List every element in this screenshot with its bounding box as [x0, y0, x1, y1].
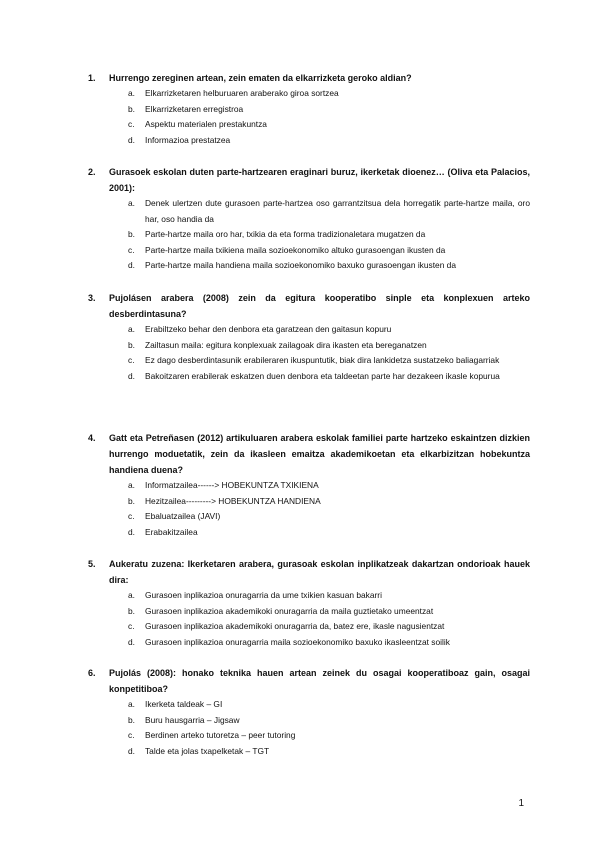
question-header: [88, 70, 530, 86]
option-letter: d.: [128, 370, 135, 381]
option-letter: d.: [128, 745, 135, 756]
option-letter: a.: [128, 480, 135, 490]
option-letter: d.: [128, 526, 135, 537]
question-2: [88, 164, 530, 274]
question-6: [88, 665, 530, 759]
option-letter: a.: [128, 88, 135, 98]
answer-options: [88, 588, 530, 650]
option-text: Informatzailea------> HOBEKUNTZA TXIKIENA: [145, 480, 319, 490]
question-1: [88, 70, 530, 148]
answer-option-a: [128, 86, 530, 102]
answer-option-b: [128, 102, 530, 118]
option-letter: c.: [128, 730, 135, 740]
question-5: [88, 556, 530, 650]
question-text: Hurrengo zereginen artean, zein ematen da elkarrizketa geroko aldian?: [109, 73, 412, 83]
answer-option-a: [128, 697, 530, 713]
option-text: Ez dago desberdintasunik erabileraren ikuspuntutik, biak dira lankidetza sustatzeko baliagarriak: [145, 355, 500, 365]
option-letter: c.: [128, 511, 135, 521]
answer-option-a: [128, 196, 530, 227]
answer-option-c: [128, 117, 530, 133]
question-text: Gatt eta Petreñasen (2012) artikuluaren arabera eskolak familiei parte hartzeko eskaintzen dizkien hurrengo moduetatik, zein da ikasleen emaitza akademikoetan eta elkarbizitzan hobekuntza handiena duena?: [109, 433, 530, 475]
option-text: Aspektu materialen prestakuntza: [145, 119, 267, 129]
option-letter: a.: [128, 590, 135, 600]
question-number: 3.: [88, 293, 96, 303]
option-text: Ikerketa taldeak – GI: [145, 699, 223, 709]
answer-option-c: [128, 728, 530, 744]
page-number: 1: [518, 798, 524, 809]
answer-options: [88, 697, 530, 759]
answer-option-d: [128, 133, 530, 149]
option-letter: a.: [128, 699, 135, 709]
option-text: Parte-hartze maila oro har, txikia da eta forma tradizionaletara mugatzen da: [145, 229, 426, 239]
question-number: 6.: [88, 668, 96, 678]
question-header: [88, 164, 530, 196]
answer-options: [88, 196, 530, 274]
option-letter: c.: [128, 355, 135, 365]
answer-option-d: [128, 525, 530, 541]
option-letter: c.: [128, 244, 135, 255]
option-text: Berdinen arteko tutoretza – peer tutoring: [145, 730, 296, 740]
option-text: Gurasoen inplikazioa onuragarria da ume txikien kasuan bakarri: [145, 590, 382, 600]
answer-option-b: [128, 713, 530, 729]
answer-option-c: [128, 353, 530, 369]
question-header: [88, 556, 530, 588]
option-text: Informazioa prestatzea: [145, 134, 231, 145]
question-text: Pujolás (2008): honako teknika hauen artean zeinek du osagai kooperatiboaz gain, osagai konpetitiboa?: [109, 668, 530, 694]
question-text: Aukeratu zuzena: Ikerketaren arabera, gurasoak eskolan inplikatzeak dakartzan ondorioak hauek dira:: [109, 559, 530, 585]
option-letter: b.: [128, 339, 135, 350]
option-text: Erabiltzeko behar den denbora eta garatzean den gaitasun kopuru: [145, 324, 392, 334]
option-text: Elkarrizketaren helburuaren araberako giroa sortzea: [145, 88, 339, 98]
answer-option-c: [128, 243, 530, 259]
question-text: Gurasoek eskolan duten parte-hartzearen eraginari buruz, ikerketak dioenez… (Oliva eta Palacios, 2001):: [109, 167, 530, 193]
question-header: [88, 665, 530, 697]
option-letter: b.: [128, 495, 135, 506]
option-text: Hezitzailea---------> HOBEKUNTZA HANDIENA: [145, 495, 321, 506]
question-number: 2.: [88, 167, 96, 177]
question-number: 4.: [88, 433, 96, 443]
answer-option-d: [128, 369, 530, 385]
answer-option-a: [128, 478, 530, 494]
option-letter: b.: [128, 229, 135, 239]
answer-option-c: [128, 509, 530, 525]
option-letter: d.: [128, 260, 135, 270]
answer-options: [88, 322, 530, 384]
option-text: Gurasoen inplikazioa akademikoki onuragarria da, batez ere, ikasle nagusientzat: [145, 621, 445, 631]
option-text: Parte-hartze maila txikiena maila sozioekonomiko altuko gurasoengan ikusten da: [145, 244, 446, 255]
answer-option-c: [128, 619, 530, 635]
option-letter: a.: [128, 198, 135, 208]
option-text: Parte-hartze maila handiena maila sozioekonomiko baxuko gurasoengan ikusten da: [145, 260, 456, 270]
option-text: Buru hausgarria – Jigsaw: [145, 714, 240, 725]
answer-option-d: [128, 635, 530, 651]
option-letter: c.: [128, 621, 135, 631]
option-text: Ebaluatzailea (JAVI): [145, 511, 221, 521]
option-text: Bakoitzaren erabilerak eskatzen duen denbora eta taldeetan parte har dezakeen ikasle kopurua: [145, 370, 500, 381]
option-letter: c.: [128, 119, 135, 129]
option-letter: b.: [128, 714, 135, 725]
answer-option-b: [128, 494, 530, 510]
question-text: Pujolásen arabera (2008) zein da egitura kooperatibo sinple eta konplexuen arteko desberdintasuna?: [109, 293, 530, 319]
answer-option-a: [128, 322, 530, 338]
option-letter: d.: [128, 636, 135, 647]
question-number: 5.: [88, 559, 96, 569]
question-number: 1.: [88, 73, 96, 83]
answer-option-d: [128, 744, 530, 760]
option-letter: b.: [128, 605, 135, 616]
question-header: [88, 430, 530, 478]
answer-option-b: [128, 604, 530, 620]
option-text: Gurasoen inplikazioa akademikoki onuragarria da maila guztietako umeentzat: [145, 605, 434, 616]
answer-options: [88, 478, 530, 540]
option-letter: b.: [128, 103, 135, 114]
option-text: Erabakitzailea: [145, 526, 198, 537]
option-text: Zailtasun maila: egitura konplexuak zailagoak dira ikasten eta bereganatzen: [145, 339, 427, 350]
answer-option-d: [128, 258, 530, 274]
question-4: [88, 430, 530, 540]
option-text: Elkarrizketaren erregistroa: [145, 103, 244, 114]
answer-option-b: [128, 227, 530, 243]
question-3: [88, 290, 530, 384]
option-text: Denek ulertzen dute gurasoen parte-hartzea oso garrantzitsua dela horregatik parte-hartze maila, oro har, oso handia da: [145, 198, 530, 224]
option-letter: d.: [128, 134, 135, 145]
option-text: Gurasoen inplikazioa onuragarria maila sozioekonomiko baxuko ikasleentzat soilik: [145, 636, 450, 647]
question-header: [88, 290, 530, 322]
answer-option-b: [128, 338, 530, 354]
option-text: Talde eta jolas txapelketak – TGT: [145, 745, 270, 756]
answer-option-a: [128, 588, 530, 604]
option-letter: a.: [128, 324, 135, 334]
answer-options: [88, 86, 530, 148]
